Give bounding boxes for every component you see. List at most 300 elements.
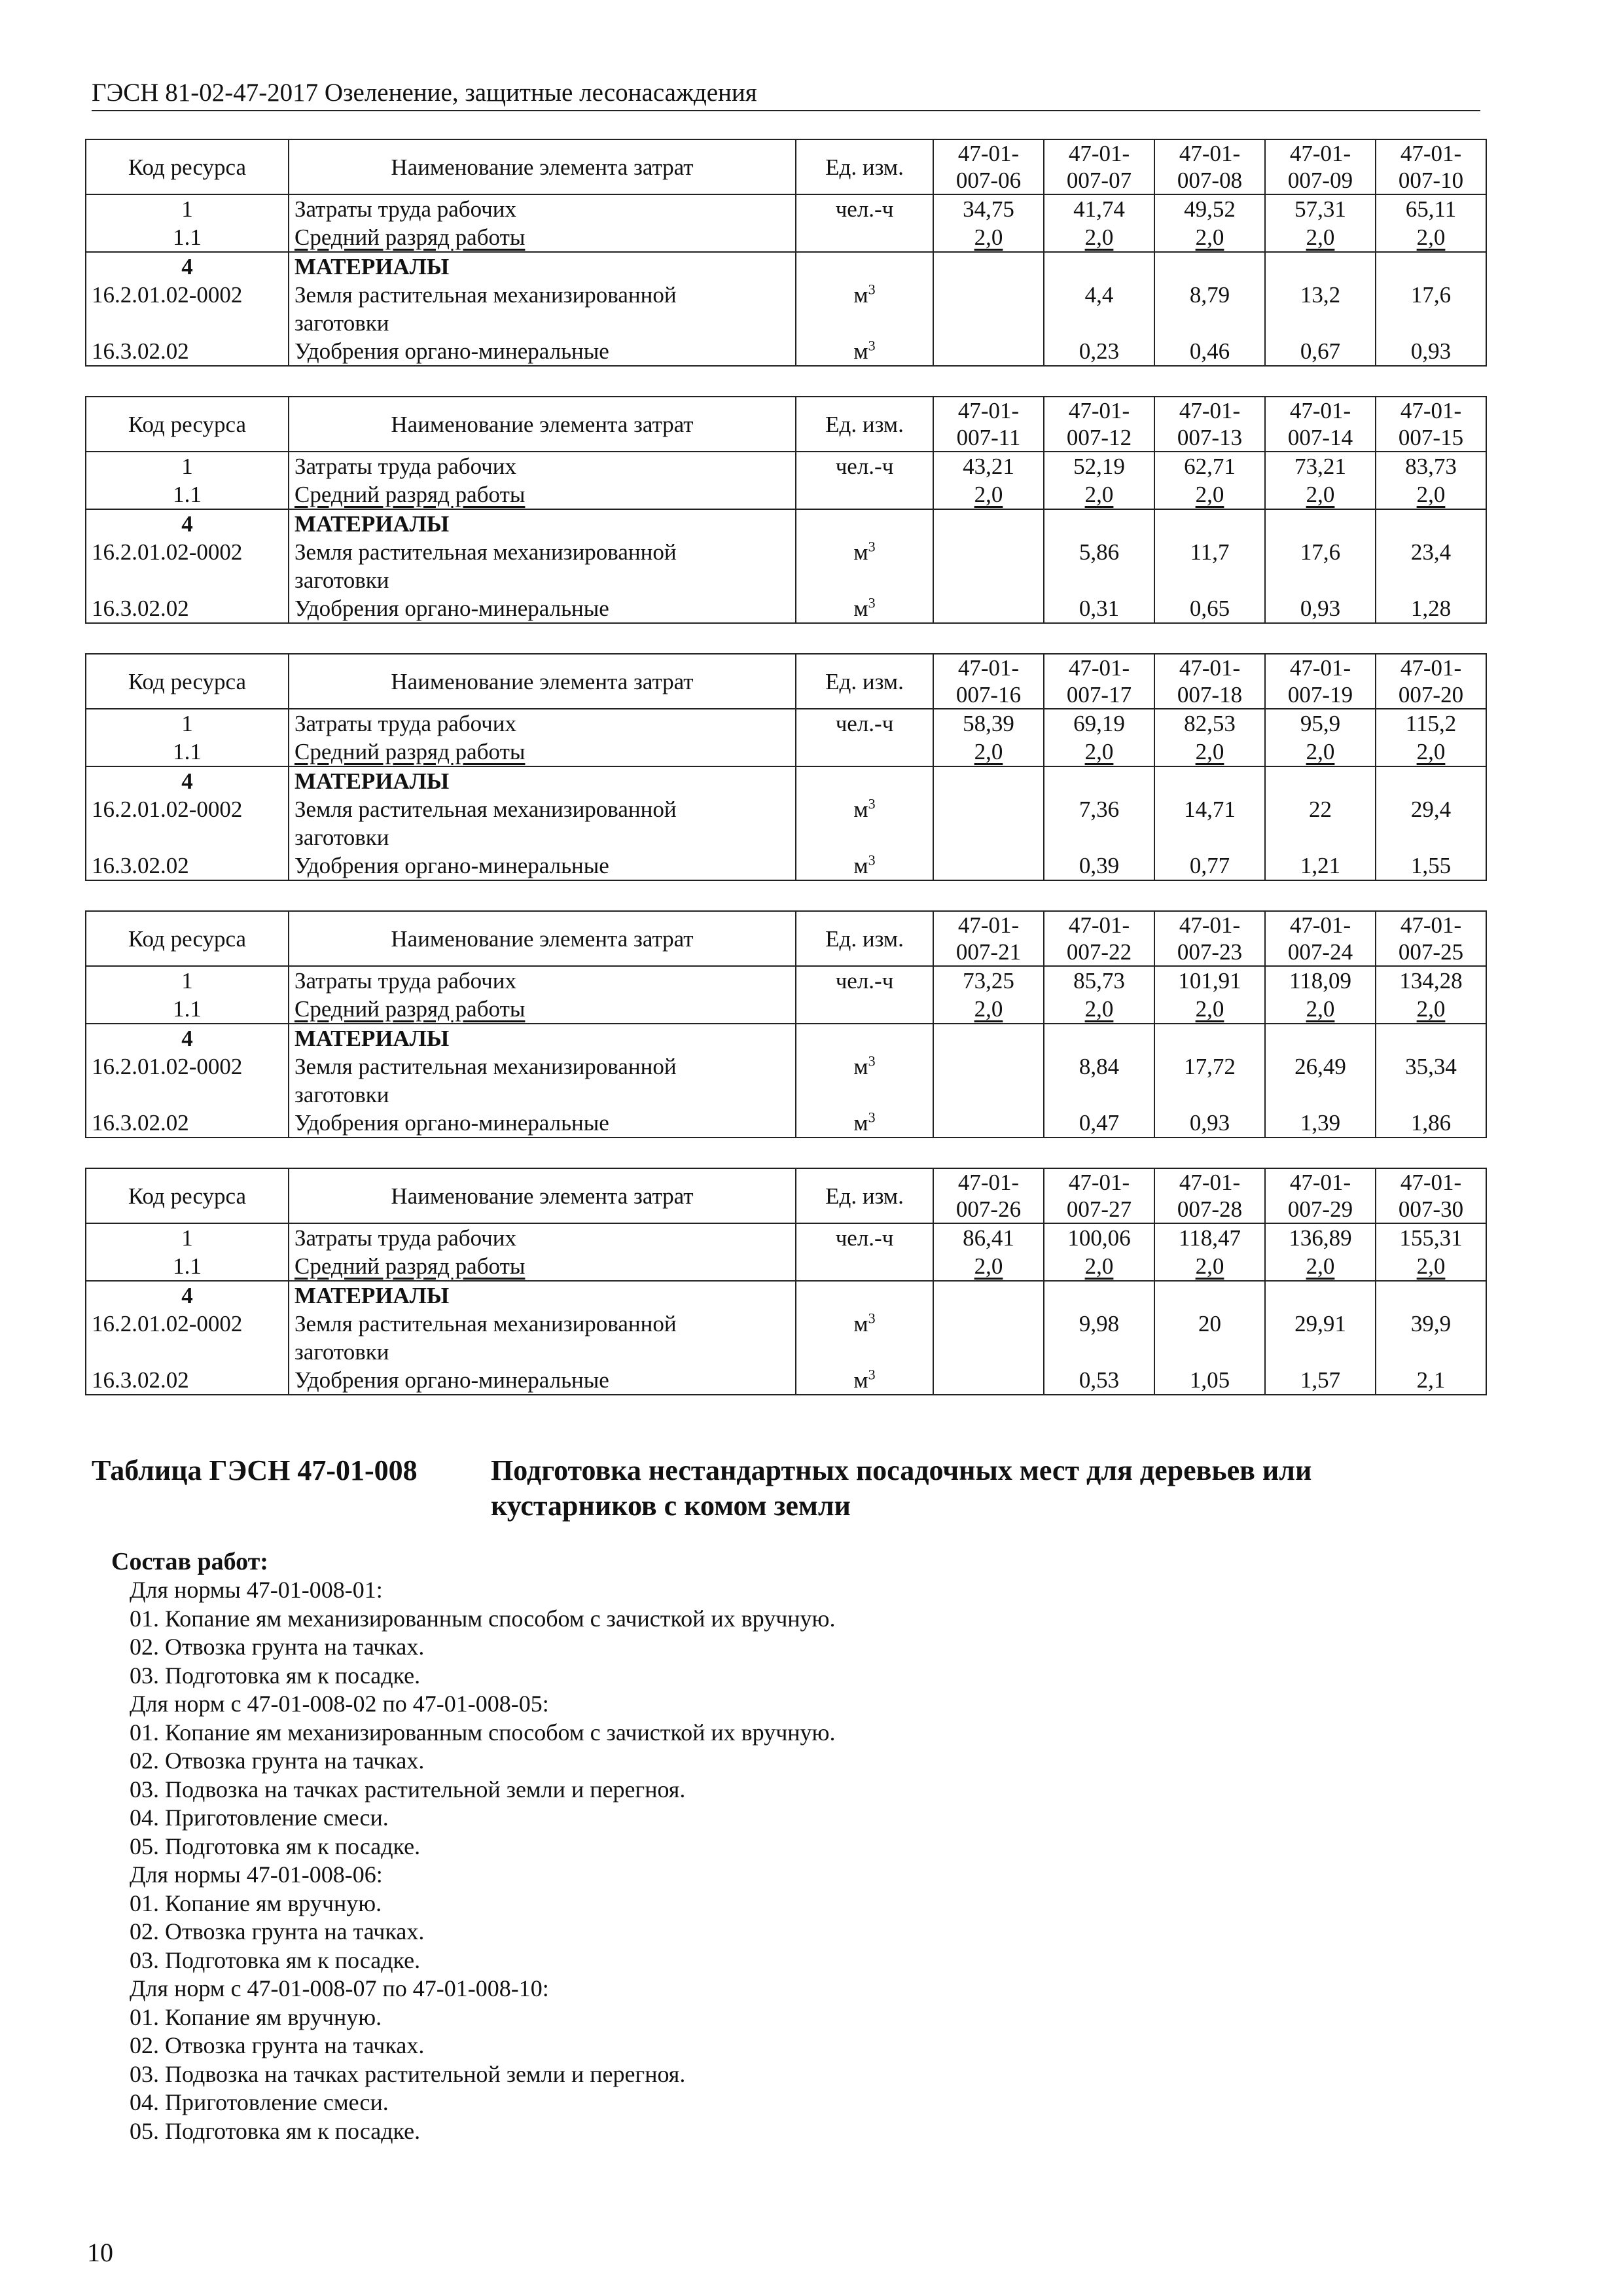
row-value: 2,0	[933, 480, 1044, 509]
norm-code-part2: 007-27	[1066, 1196, 1132, 1222]
works-line: 02. Отвозка грунта на тачках.	[130, 1634, 425, 1660]
row-value: 2,0	[1265, 738, 1376, 766]
unit-text: м	[853, 1110, 868, 1136]
header-norm-code	[1265, 654, 1376, 709]
norm-code-part1: 47-01-	[1400, 912, 1462, 938]
norm-code-part2: 007-22	[1066, 939, 1132, 965]
header-name: Наименование элемента затрат	[289, 654, 796, 709]
row-unit	[796, 795, 933, 852]
row-name: Затраты труда рабочих	[289, 966, 796, 995]
row-code: 1	[86, 194, 289, 223]
header-norm-code	[1154, 1168, 1265, 1223]
row-name-line: заготовки	[294, 1082, 389, 1107]
row-value: 2,0	[933, 738, 1044, 766]
row-unit	[796, 852, 933, 880]
works-line: 02. Отвозка грунта на тачках.	[130, 2032, 425, 2058]
row-value: 1,28	[1376, 594, 1486, 623]
row-value	[1044, 509, 1154, 538]
norm-code-part2: 007-20	[1398, 682, 1464, 708]
unit-text: м	[853, 338, 868, 364]
norm-code-part2: 007-07	[1066, 168, 1132, 193]
works-line: 02. Отвозка грунта на тачках.	[130, 1918, 425, 1945]
table-row	[86, 281, 1486, 337]
row-value: 2,0	[1154, 995, 1265, 1024]
row-value: 43,21	[933, 452, 1044, 480]
row-name: Удобрения органо-минеральные	[289, 1366, 796, 1395]
row-value: 0,93	[1154, 1109, 1265, 1138]
row-value: 2,0	[933, 995, 1044, 1024]
row-code: 16.2.01.02-0002	[86, 795, 289, 852]
row-unit	[796, 1024, 933, 1052]
row-value	[1376, 252, 1486, 281]
row-value	[1265, 509, 1376, 538]
row-name: Удобрения органо-минеральные	[289, 594, 796, 623]
norm-code-part2: 007-21	[955, 939, 1022, 965]
unit-power: 3	[868, 1109, 876, 1126]
header-code: Код ресурса	[86, 139, 289, 194]
row-unit	[796, 480, 933, 509]
row-name-line: Земля растительная механизированной	[294, 539, 677, 565]
row-unit	[796, 594, 933, 623]
row-code: 16.3.02.02	[86, 337, 289, 366]
row-value: 39,9	[1376, 1310, 1486, 1366]
row-name: Средний разряд работы	[289, 738, 796, 766]
row-value: 7,36	[1044, 795, 1154, 852]
unit-power: 3	[868, 1310, 876, 1327]
row-code: 16.2.01.02-0002	[86, 1052, 289, 1109]
table-row	[86, 1024, 1486, 1052]
row-value: 2,0	[933, 223, 1044, 252]
row-value: 9,98	[1044, 1310, 1154, 1366]
row-value	[1376, 1281, 1486, 1310]
unit-text: м	[853, 853, 868, 878]
unit-text: чел.-ч	[835, 968, 894, 994]
row-value: 11,7	[1154, 538, 1265, 594]
norm-code-part2: 007-08	[1177, 168, 1243, 193]
row-code: 4	[86, 509, 289, 538]
row-unit	[796, 1366, 933, 1395]
header-name: Наименование элемента затрат	[289, 1168, 796, 1223]
header-unit: Ед. изм.	[796, 139, 933, 194]
row-name: Затраты труда рабочих	[289, 1223, 796, 1252]
norm-code-part2: 007-16	[955, 682, 1022, 708]
row-value: 13,2	[1265, 281, 1376, 337]
row-value: 26,49	[1265, 1052, 1376, 1109]
row-unit	[796, 709, 933, 738]
row-value: 65,11	[1376, 194, 1486, 223]
works-line: 01. Копание ям вручную.	[130, 1890, 382, 1916]
unit-text: м	[853, 539, 868, 565]
norm-code-part1: 47-01-	[1068, 398, 1130, 423]
row-value	[1044, 766, 1154, 795]
table-header-row	[86, 911, 1486, 966]
row-value: 2,0	[1376, 738, 1486, 766]
norm-table	[85, 396, 1487, 624]
table-row	[86, 995, 1486, 1024]
works-list	[111, 1576, 835, 2145]
row-value	[1265, 766, 1376, 795]
norm-code-part1: 47-01-	[1289, 912, 1351, 938]
works-line: Для норм с 47-01-008-02 по 47-01-008-05:	[130, 1691, 549, 1717]
row-code: 1.1	[86, 995, 289, 1024]
page-header: ГЭСН 81-02-47-2017 Озеленение, защитные лесонасаждения	[92, 77, 1480, 111]
norm-code-part1: 47-01-	[1068, 912, 1130, 938]
row-value: 2,0	[1154, 738, 1265, 766]
row-unit	[796, 509, 933, 538]
resource-tables	[85, 139, 1486, 1425]
row-code: 1	[86, 452, 289, 480]
table-row	[86, 337, 1486, 366]
header-name: Наименование элемента затрат	[289, 397, 796, 452]
header-norm-code	[1044, 654, 1154, 709]
unit-power: 3	[868, 281, 876, 298]
works-composition	[111, 1547, 835, 2145]
header-norm-code	[1154, 139, 1265, 194]
unit-text: чел.-ч	[835, 196, 894, 222]
table-row	[86, 795, 1486, 852]
header-norm-code	[1265, 911, 1376, 966]
row-unit	[796, 194, 933, 223]
row-unit	[796, 766, 933, 795]
row-unit	[796, 223, 933, 252]
norm-code-part1: 47-01-	[957, 912, 1020, 938]
table-row	[86, 509, 1486, 538]
row-value: 2,0	[1154, 480, 1265, 509]
norm-code-part1: 47-01-	[957, 141, 1020, 166]
header-code: Код ресурса	[86, 397, 289, 452]
norm-code-part2: 007-23	[1177, 939, 1243, 965]
header-unit: Ед. изм.	[796, 911, 933, 966]
row-value: 118,09	[1265, 966, 1376, 995]
header-norm-code	[1044, 139, 1154, 194]
norm-code-part1: 47-01-	[1400, 398, 1462, 423]
table-header-row	[86, 139, 1486, 194]
works-line: 03. Подвозка на тачках растительной земли и перегноя.	[130, 1776, 686, 1803]
unit-text: м	[853, 596, 868, 621]
norm-code-part2: 007-29	[1287, 1196, 1353, 1222]
row-name	[289, 538, 796, 594]
unit-text: чел.-ч	[835, 1225, 894, 1251]
row-code: 16.3.02.02	[86, 1366, 289, 1395]
norm-code-part1: 47-01-	[1400, 141, 1462, 166]
row-name: Затраты труда рабочих	[289, 194, 796, 223]
norm-code-part2: 007-30	[1398, 1196, 1464, 1222]
row-value: 2,0	[1154, 223, 1265, 252]
row-code: 16.2.01.02-0002	[86, 538, 289, 594]
row-name-line: Земля растительная механизированной	[294, 797, 677, 822]
table-title-name: Подготовка нестандартных посадочных мест для деревьев или кустарников с комом земли	[491, 1454, 1312, 1522]
table-row	[86, 1366, 1486, 1395]
row-name: Средний разряд работы	[289, 480, 796, 509]
row-code: 1	[86, 966, 289, 995]
norm-code-part2: 007-26	[955, 1196, 1022, 1222]
row-code: 4	[86, 1281, 289, 1310]
norm-table	[85, 1168, 1487, 1395]
row-value	[933, 1281, 1044, 1310]
row-name	[289, 1310, 796, 1366]
row-name: МАТЕРИАЛЫ	[289, 252, 796, 281]
table-row	[86, 538, 1486, 594]
row-value: 23,4	[1376, 538, 1486, 594]
table-row	[86, 1281, 1486, 1310]
row-value: 86,41	[933, 1223, 1044, 1252]
norm-code-part1: 47-01-	[957, 1170, 1020, 1195]
row-value: 69,19	[1044, 709, 1154, 738]
norm-code-part2: 007-09	[1287, 168, 1353, 193]
row-value: 2,1	[1376, 1366, 1486, 1395]
works-line: 01. Копание ям вручную.	[130, 2003, 382, 2030]
row-value	[1154, 766, 1265, 795]
header-unit: Ед. изм.	[796, 1168, 933, 1223]
norm-code-part1: 47-01-	[1179, 912, 1241, 938]
norm-table	[85, 653, 1487, 881]
header-norm-code	[1376, 1168, 1486, 1223]
row-name-line: Земля растительная механизированной	[294, 1054, 677, 1079]
row-value: 155,31	[1376, 1223, 1486, 1252]
row-name: МАТЕРИАЛЫ	[289, 509, 796, 538]
row-value	[1376, 1024, 1486, 1052]
row-value: 62,71	[1154, 452, 1265, 480]
row-name-line: Земля растительная механизированной	[294, 1311, 677, 1336]
row-value: 2,0	[933, 1252, 1044, 1281]
row-name-line: заготовки	[294, 310, 389, 336]
header-norm-code	[1044, 397, 1154, 452]
table-row	[86, 709, 1486, 738]
unit-text: м	[853, 797, 868, 822]
unit-power: 3	[868, 795, 876, 812]
row-name: Затраты труда рабочих	[289, 452, 796, 480]
row-code: 1	[86, 1223, 289, 1252]
table-row	[86, 966, 1486, 995]
row-value: 17,72	[1154, 1052, 1265, 1109]
unit-power: 3	[868, 1052, 876, 1069]
row-code: 4	[86, 766, 289, 795]
works-line: Для нормы 47-01-008-01:	[130, 1577, 383, 1603]
row-value: 34,75	[933, 194, 1044, 223]
norm-code-part1: 47-01-	[1179, 1170, 1241, 1195]
header-norm-code	[1044, 1168, 1154, 1223]
row-value: 1,86	[1376, 1109, 1486, 1138]
table-row	[86, 452, 1486, 480]
table-row	[86, 594, 1486, 623]
row-value: 2,0	[1265, 223, 1376, 252]
row-name: Средний разряд работы	[289, 223, 796, 252]
norm-code-part1: 47-01-	[1400, 1170, 1462, 1195]
norm-code-part1: 47-01-	[1068, 1170, 1130, 1195]
table-row	[86, 1223, 1486, 1252]
row-value: 0,23	[1044, 337, 1154, 366]
row-value: 2,0	[1376, 995, 1486, 1024]
row-value	[1044, 1281, 1154, 1310]
row-value: 17,6	[1265, 538, 1376, 594]
row-value: 2,0	[1376, 1252, 1486, 1281]
table-title-code: Таблица ГЭСН 47-01-008	[92, 1454, 418, 1486]
header-code: Код ресурса	[86, 911, 289, 966]
norm-code-part2: 007-18	[1177, 682, 1243, 708]
row-value: 82,53	[1154, 709, 1265, 738]
row-unit	[796, 738, 933, 766]
row-name: Удобрения органо-минеральные	[289, 337, 796, 366]
unit-power: 3	[868, 337, 876, 354]
works-line: Для норм с 47-01-008-07 по 47-01-008-10:	[130, 1975, 549, 2001]
norm-code-part1: 47-01-	[1400, 655, 1462, 681]
row-value: 1,21	[1265, 852, 1376, 880]
header-name: Наименование элемента затрат	[289, 911, 796, 966]
norm-code-part1: 47-01-	[957, 398, 1020, 423]
unit-power: 3	[868, 594, 876, 611]
table-row	[86, 1109, 1486, 1138]
table-row	[86, 194, 1486, 223]
row-value: 1,57	[1265, 1366, 1376, 1395]
row-value	[1376, 509, 1486, 538]
norm-code-part1: 47-01-	[957, 655, 1020, 681]
row-value: 35,34	[1376, 1052, 1486, 1109]
row-unit	[796, 1223, 933, 1252]
row-value	[933, 252, 1044, 281]
row-value: 115,2	[1376, 709, 1486, 738]
header-norm-code	[933, 654, 1044, 709]
row-value: 4,4	[1044, 281, 1154, 337]
row-name-line: Земля растительная механизированной	[294, 282, 677, 308]
row-value: 8,84	[1044, 1052, 1154, 1109]
row-value: 73,25	[933, 966, 1044, 995]
row-value: 17,6	[1376, 281, 1486, 337]
row-value: 29,91	[1265, 1310, 1376, 1366]
works-heading: Состав работ:	[111, 1548, 268, 1575]
row-code: 16.3.02.02	[86, 594, 289, 623]
norm-code-part1: 47-01-	[1289, 1170, 1351, 1195]
works-line: 04. Приготовление смеси.	[130, 1804, 389, 1831]
table-row	[86, 1052, 1486, 1109]
header-norm-code	[1265, 1168, 1376, 1223]
header-norm-code	[933, 1168, 1044, 1223]
row-value: 2,0	[1044, 480, 1154, 509]
row-value: 73,21	[1265, 452, 1376, 480]
row-value: 2,0	[1265, 480, 1376, 509]
row-name-line: заготовки	[294, 1339, 389, 1365]
table-header-row	[86, 397, 1486, 452]
row-code: 1.1	[86, 223, 289, 252]
table-row	[86, 252, 1486, 281]
row-value: 58,39	[933, 709, 1044, 738]
header-norm-code	[933, 911, 1044, 966]
norm-code-part1: 47-01-	[1289, 141, 1351, 166]
row-value: 2,0	[1265, 1252, 1376, 1281]
row-value: 14,71	[1154, 795, 1265, 852]
header-norm-code	[933, 397, 1044, 452]
table-row	[86, 480, 1486, 509]
row-value: 0,65	[1154, 594, 1265, 623]
row-value: 0,31	[1044, 594, 1154, 623]
row-code: 1	[86, 709, 289, 738]
row-value: 8,79	[1154, 281, 1265, 337]
table-header-row	[86, 654, 1486, 709]
row-name-line: заготовки	[294, 825, 389, 850]
row-value	[933, 1310, 1044, 1366]
norm-table	[85, 910, 1487, 1138]
header-norm-code	[1044, 911, 1154, 966]
row-value: 0,93	[1376, 337, 1486, 366]
table-row	[86, 766, 1486, 795]
row-value: 41,74	[1044, 194, 1154, 223]
row-unit	[796, 1252, 933, 1281]
row-value	[933, 1052, 1044, 1109]
row-value	[1044, 252, 1154, 281]
row-unit	[796, 337, 933, 366]
header-norm-code	[1376, 654, 1486, 709]
row-value	[1044, 1024, 1154, 1052]
row-code: 4	[86, 1024, 289, 1052]
works-line: 03. Подготовка ям к посадке.	[130, 1662, 421, 1689]
row-name: Средний разряд работы	[289, 1252, 796, 1281]
row-code: 16.3.02.02	[86, 1109, 289, 1138]
row-value: 136,89	[1265, 1223, 1376, 1252]
header-norm-code	[1154, 397, 1265, 452]
row-value: 83,73	[1376, 452, 1486, 480]
row-value: 52,19	[1044, 452, 1154, 480]
norm-code-part2: 007-17	[1066, 682, 1132, 708]
row-value	[933, 337, 1044, 366]
row-value: 85,73	[1044, 966, 1154, 995]
row-value	[933, 594, 1044, 623]
row-value: 29,4	[1376, 795, 1486, 852]
row-value: 5,86	[1044, 538, 1154, 594]
row-value: 0,47	[1044, 1109, 1154, 1138]
row-code: 1.1	[86, 1252, 289, 1281]
header-code: Код ресурса	[86, 654, 289, 709]
row-value: 1,55	[1376, 852, 1486, 880]
row-value	[933, 795, 1044, 852]
row-unit	[796, 1109, 933, 1138]
row-name	[289, 795, 796, 852]
row-value: 0,53	[1044, 1366, 1154, 1395]
row-value: 20	[1154, 1310, 1265, 1366]
row-name	[289, 281, 796, 337]
row-unit	[796, 995, 933, 1024]
header-unit: Ед. изм.	[796, 397, 933, 452]
norm-code-part1: 47-01-	[1179, 398, 1241, 423]
header-norm-code	[1376, 397, 1486, 452]
row-unit	[796, 538, 933, 594]
table-row	[86, 1252, 1486, 1281]
works-line: 05. Подготовка ям к посадке.	[130, 2117, 421, 2144]
row-value	[1154, 1281, 1265, 1310]
row-value: 49,52	[1154, 194, 1265, 223]
unit-text: м	[853, 1054, 868, 1079]
unit-text: м	[853, 282, 868, 308]
row-value: 1,05	[1154, 1366, 1265, 1395]
row-value	[933, 281, 1044, 337]
header-norm-code	[1376, 139, 1486, 194]
header-norm-code	[1154, 911, 1265, 966]
norm-code-part1: 47-01-	[1289, 398, 1351, 423]
unit-text: м	[853, 1367, 868, 1393]
row-value	[933, 1024, 1044, 1052]
row-unit	[796, 1310, 933, 1366]
norm-code-part2: 007-06	[955, 168, 1022, 193]
row-unit	[796, 1052, 933, 1109]
norm-table	[85, 139, 1487, 367]
norm-code-part1: 47-01-	[1179, 141, 1241, 166]
norm-code-part2: 007-24	[1287, 939, 1353, 965]
row-unit	[796, 1281, 933, 1310]
norm-code-part2: 007-13	[1177, 425, 1243, 450]
row-value	[1265, 1281, 1376, 1310]
row-value: 0,46	[1154, 337, 1265, 366]
norm-code-part1: 47-01-	[1289, 655, 1351, 681]
header-unit: Ед. изм.	[796, 654, 933, 709]
header-name: Наименование элемента затрат	[289, 139, 796, 194]
